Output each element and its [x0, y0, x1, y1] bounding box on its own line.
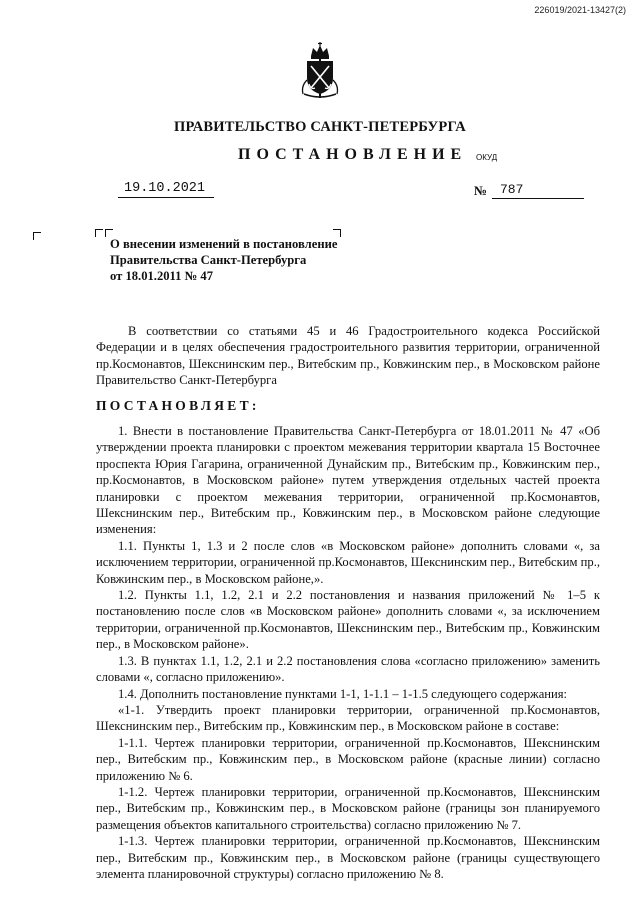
paragraph: 1.4. Дополнить постановление пунктами 1-1, 1-1.1 – 1-1.5 следующего содержания: — [118, 686, 568, 701]
paragraph: 1-1.1. Чертеж планировки территории, ограниченной пр.Космонавтов, Шекснинским пер., Витебским пр., Ковжинским пер., в Московском районе (красные линии) согласно приложению № 6. — [96, 735, 600, 783]
paragraph: 1. Внести в постановление Правительства Санкт-Петербурга от 18.01.2011 № 47 «Об утверждении проекта планировки с проектом межевания территории квартала 15 Восточнее проспекта Юрия Гагарина, ограниченной Дунайским пр., Витебским пр., Ковжинским пер., пр.Космонавтов, в Московском районе» путем утверждения отдельных частей проекта планировки с проектом межевания территории, ограниченной пр.Космонавтов, Шекснинским пер., Витебским пр., Ковжинским пер., в Московском районе следующие изменения: — [96, 424, 600, 537]
preamble-text: В соответствии со статьями 45 и 46 Градостроительного кодекса Российской Федерации и в целях обеспечения градостроительного развития территории, ограниченной пр.Космонавтов, Шекснинским пер., Витебским пр., Ковжинским пер., в Московском районе Правительство Санкт-Петербурга — [96, 324, 600, 388]
preamble — [96, 323, 600, 389]
subject-line: от 18.01.2011 № 47 — [110, 269, 213, 283]
paragraph: 1-1.2. Чертеж планировки территории, ограниченной пр.Космонавтов, Шекснинским пер., Витебским пр., Ковжинским пер., в Московском районе (границы зон планируемого размещения объектов капитального строительства) согласно приложению № 7. — [96, 784, 600, 832]
margin-corner-mark — [33, 232, 41, 240]
subject-line: Правительства Санкт-Петербурга — [110, 253, 307, 267]
number-label: № — [474, 183, 488, 198]
paragraph: «1-1. Утвердить проект планировки территории, ограниченной пр.Космонавтов, Шекснинским пер., Витебским пр., Ковжинским пер., в Московском районе в составе: — [96, 702, 600, 734]
paragraph: 1.2. Пункты 1.1, 1.2, 2.1 и 2.2 постановления и названия приложений № 1–5 к постановлению после слов «в Московском районе» дополнить словами «, за исключением территории, ограниченной пр.Космонавтов, Шекснинским пер., Витебским пр., Ковжинским пер., в Московском районе». — [96, 588, 600, 652]
paragraph: 1.1. Пункты 1, 1.3 и 2 после слов «в Московском районе» дополнить словами «, за исключением территории, ограниченной пр.Космонавтов, Шекснинским пер., Витебским пр., Ковжинским пер., в Московском районе,». — [96, 538, 600, 586]
subject-line: О внесении изменений в постановление — [110, 237, 338, 251]
okud-label: ОКУД — [476, 153, 498, 162]
document-date: 19.10.2021 — [118, 180, 214, 198]
decree-body — [96, 423, 600, 882]
subject-corner-mark — [95, 229, 103, 237]
coat-of-arms-icon — [298, 42, 342, 100]
decree-word: ПОСТАНОВЛЯЕТ: — [96, 398, 260, 413]
paragraph: 1-1.3. Чертеж планировки территории, ограниченной пр.Космонавтов, Шекснинским пер., Витебским пр., Ковжинским пер., в Московском районе (границы существующего элемента планировочной структуры) согласно приложению № 8. — [96, 834, 600, 881]
document-number-field: 787 — [492, 181, 584, 199]
paragraph: 1.3. В пунктах 1.1, 1.2, 2.1 и 2.2 постановления слова «согласно приложению» заменить словами «, согласно приложению». — [96, 653, 600, 685]
government-title: ПРАВИТЕЛЬСТВО САНКТ-ПЕТЕРБУРГА — [174, 119, 466, 135]
document-subject — [110, 236, 350, 284]
document-number: 226019/2021-13427(2) — [534, 5, 626, 15]
document-type: ПОСТАНОВЛЕНИЕ — [238, 146, 468, 163]
